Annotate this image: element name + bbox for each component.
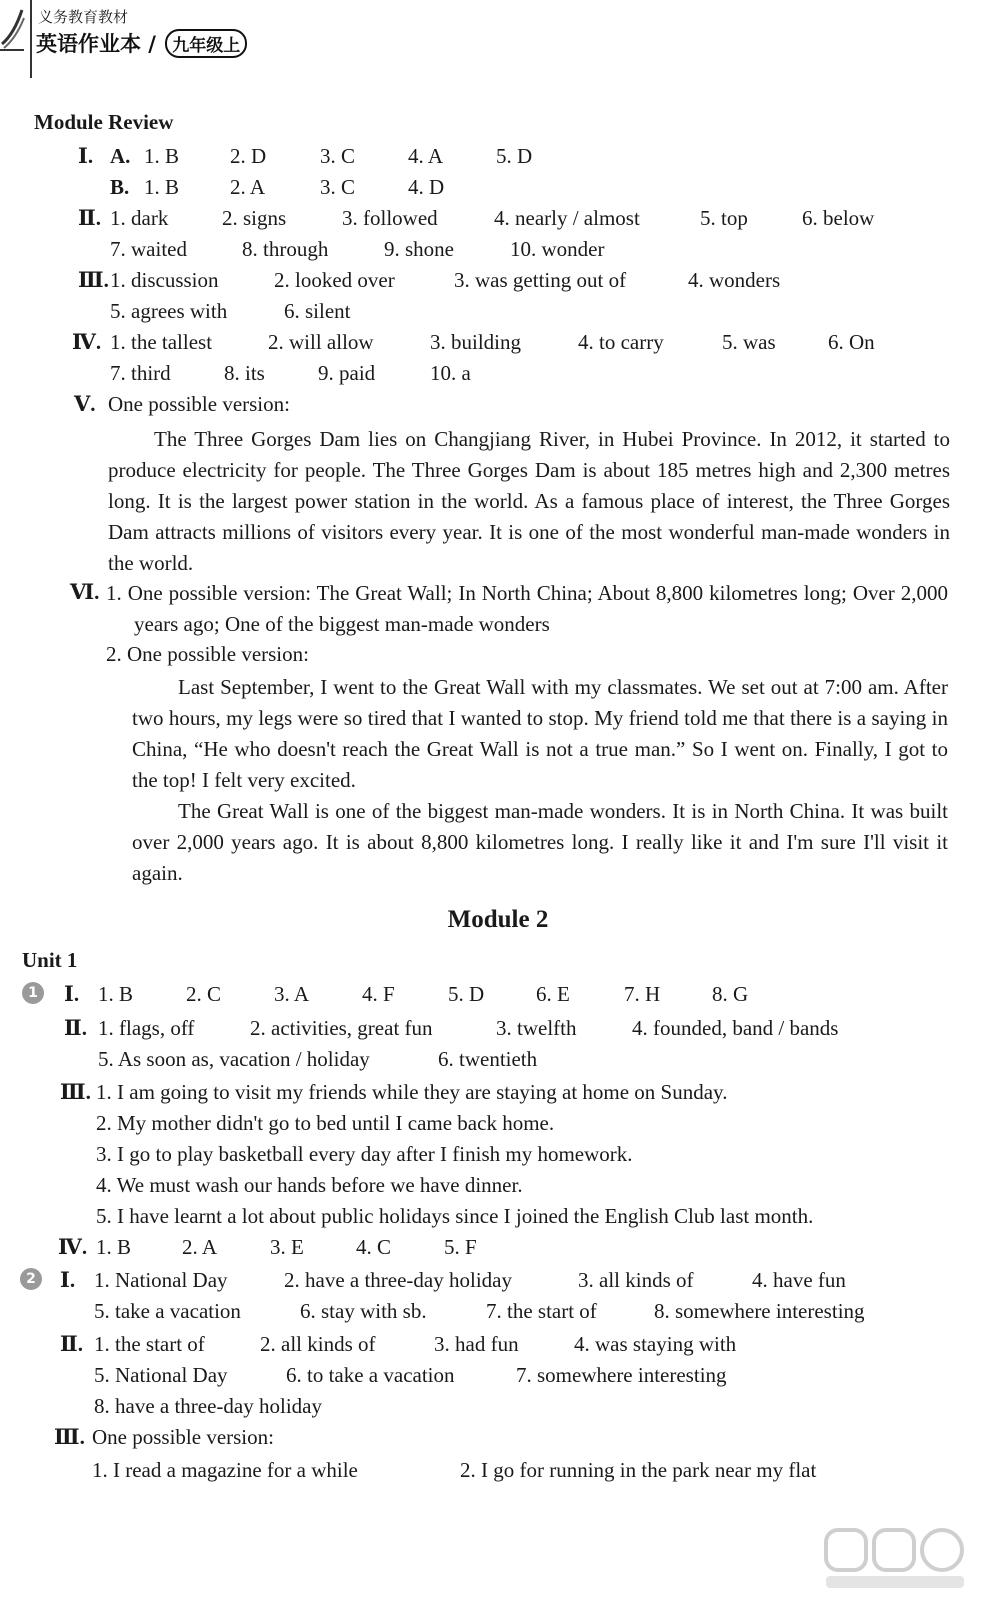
answer: 2. will allow [268,330,374,354]
answer: 3. followed [342,206,438,230]
answer: 3. C [320,175,356,199]
u1-s1-III-sentence: 5. I have learnt a lot about public holidays since I joined the English Club last month. [96,1204,814,1228]
subsection-label: B. [110,175,130,199]
subsection-label: A. [110,144,131,168]
answer: 5. F [444,1235,477,1259]
answer: 1. B [98,982,134,1006]
review-VI-item-2-intro: 2. One possible version: [106,642,309,666]
answer: 5. As soon as, vacation / holiday [98,1047,370,1071]
section-mark: Ⅳ. [58,1235,88,1259]
answer: 8. its [224,361,265,385]
section-mark: Ⅰ. [64,982,80,1006]
answer: 1. dark [110,206,169,230]
answer: 7. H [624,982,661,1006]
page-header [0,0,996,80]
answer: 5. D [448,982,485,1006]
lesson-2-badge: 2 [20,1268,42,1290]
publisher-logo-icon [0,4,26,56]
answer: 4. nearly / almost [494,206,640,230]
answer: 1. B [96,1235,132,1259]
answer: 4. C [356,1235,392,1259]
answer: 3. E [270,1235,304,1259]
grade-badge: 九年级上 [165,29,247,58]
answer: 1. the tallest [110,330,213,354]
module-review-heading: Module Review [34,110,174,134]
answer: 10. wonder [510,237,605,261]
answer: 3. C [320,144,356,168]
intro-text: One possible version: [108,392,290,416]
section-mark: Ⅳ. [72,330,102,354]
answer: 1. I read a magazine for a while [92,1458,358,1482]
answer: 1. discussion [110,268,219,292]
answer: 2. A [230,175,266,199]
answer: 4. have fun [752,1268,846,1292]
section-mark: Ⅵ. [70,580,100,604]
answer: 4. wonders [688,268,781,292]
section-mark: Ⅰ. [78,144,94,168]
answer: 2. A [182,1235,218,1259]
lesson-1-badge: 1 [22,982,44,1004]
answer: 6. silent [284,299,351,323]
answer: 6. below [802,206,875,230]
u1-s1-III-sentence: 3. I go to play basketball every day after I finish my homework. [96,1142,633,1166]
answer: 8. have a three-day holiday [94,1394,322,1418]
answer: 6. twentieth [438,1047,538,1071]
answer: 8. somewhere interesting [654,1299,865,1323]
review-VI-item-1: 1. One possible version: The Great Wall; In North China; About 8,800 kilometres long; Over 2,000 years ago; One of the biggest man-made wonders [106,581,948,636]
answer: 3. all kinds of [578,1268,694,1292]
answer: 2. have a three-day holiday [284,1268,512,1292]
answer: 3. A [274,982,310,1006]
answer: 1. B [144,175,180,199]
answer: 9. paid [318,361,376,385]
answer: 7. the start of [486,1299,597,1323]
u1-s1-III-sentence: 4. We must wash our hands before we have dinner. [96,1173,523,1197]
answer: 4. was staying with [574,1332,737,1356]
answer: 8. G [712,982,749,1006]
answer: 3. twelfth [496,1016,577,1040]
review-V-essay: The Three Gorges Dam lies on Changjiang River, in Hubei Province. In 2012, it started to produce electricity for people. The Three Gorges Dam is about 185 metres high and 2,300 metres long. It is the largest power station in the world. As a famous place of interest, the Three Gorges Dam attracts millions of visitors every year. It is one of the most wonderful man-made wonders in the world. [108,427,950,575]
answer: 5. D [496,144,533,168]
section-mark: Ⅲ. [78,268,109,292]
answer: 4. D [408,175,445,199]
section-mark: Ⅱ. [64,1016,87,1040]
answer: 10. a [430,361,471,385]
book-name: 英语作业本 / [36,32,164,56]
answer: 6. On [828,330,875,354]
answer: 4. to carry [578,330,664,354]
watermark-stamp-icon [820,1522,970,1592]
answer: 9. shone [384,237,454,261]
section-mark: Ⅴ. [74,392,96,416]
section-mark: Ⅱ. [60,1332,83,1356]
answer: 8. through [242,237,329,261]
module-2-heading: Module 2 [447,906,549,933]
section-mark: Ⅰ. [60,1268,76,1292]
answer: 7. somewhere interesting [516,1363,727,1387]
answer: 5. top [700,206,748,230]
review-VI-essay-para-2: The Great Wall is one of the biggest man-made wonders. It is in North China. It was built over 2,000 years ago. It is about 8,800 kilometres long. I really like it and I'm sure I'll visit it again. [132,799,948,885]
answer: 3. was getting out of [454,268,627,292]
answer: 1. the start of [94,1332,205,1356]
u1-s1-III-sentence: 2. My mother didn't go to bed until I came back home. [96,1111,555,1135]
intro-text: One possible version: [92,1425,274,1449]
section-mark: Ⅱ. [78,206,101,230]
answer: 5. agrees with [110,299,228,323]
answer: 2. looked over [274,268,395,292]
unit-heading: Unit 1 [22,948,78,972]
answer: 6. stay with sb. [300,1299,427,1323]
answer: 2. signs [222,206,287,230]
answer: 1. B [144,144,180,168]
section-mark: Ⅲ. [54,1425,85,1449]
series-title: 义务教育教材 [38,8,129,26]
section-mark: Ⅲ. [60,1080,91,1104]
review-VI-essay-para-1: Last September, I went to the Great Wall with my classmates. We set out at 7:00 am. After two hours, my legs were so tired that I wanted to stop. My friend told me that there is a saying in China, “He who doesn't reach the Great Wall is not a true man.” So I went on. Finally, I got to the top! I felt very excited. [132,675,948,792]
header-divider [30,0,32,78]
answer: 5. was [722,330,776,354]
answer: 2. I go for running in the park near my flat [460,1458,817,1482]
answer: 2. D [230,144,267,168]
answer: 2. activities, great fun [250,1016,433,1040]
answer: 1. National Day [94,1268,228,1292]
answer: 3. had fun [434,1332,519,1356]
answer: 2. all kinds of [260,1332,376,1356]
answer: 6. E [536,982,570,1006]
answer: 6. to take a vacation [286,1363,455,1387]
answer: 7. waited [110,237,187,261]
answer: 2. C [186,982,222,1006]
answer: 4. A [408,144,444,168]
answer: 5. take a vacation [94,1299,241,1323]
answer: 4. F [362,982,395,1006]
u1-s1-III-sentence: 1. I am going to visit my friends while they are staying at home on Sunday. [96,1080,728,1104]
answer: 4. founded, band / bands [632,1016,839,1040]
answer: 3. building [430,330,522,354]
book-title [36,28,247,58]
answer: 1. flags, off [98,1016,195,1040]
answer: 5. National Day [94,1363,228,1387]
answer: 7. third [110,361,171,385]
